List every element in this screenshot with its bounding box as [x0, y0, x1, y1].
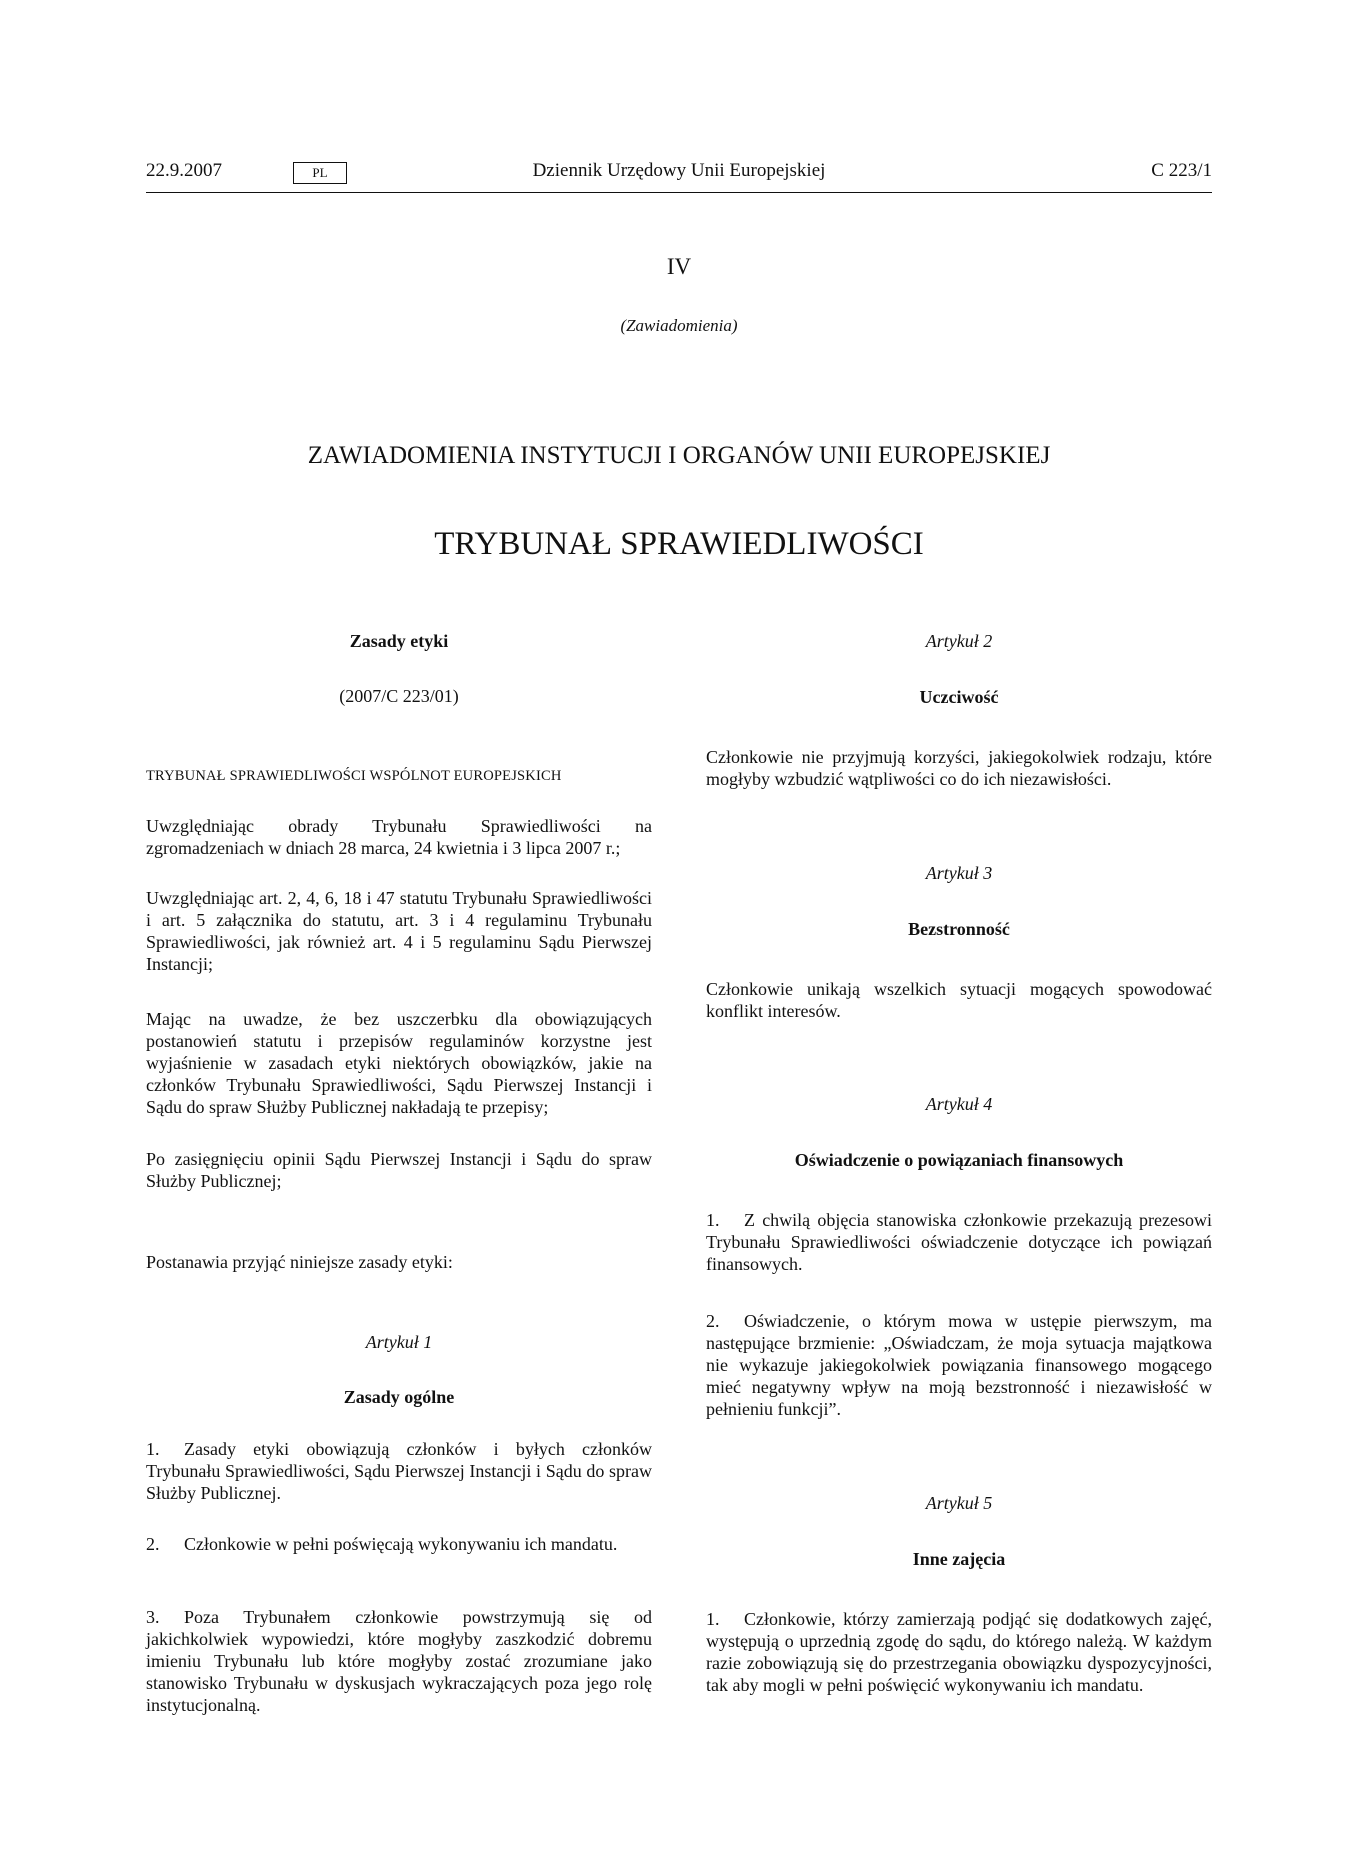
recital-4: Po zasięgnięciu opinii Sądu Pierwszej Instancji i Sądu do spraw Służby Publicznej; [146, 1149, 652, 1191]
paragraph-text: Oświadczenie, o którym mowa w ustępie pierwszym, ma następujące brzmienie: „Oświadczam, że moja sytuacja majątkowa nie wykazuje jakiegokolwiek powiązania finansowego mogącego mieć negatywny wpływ na moją bezstronność i niezawisłość w pełnieniu funkcji”. [706, 1311, 1212, 1419]
article-2-text: Członkowie nie przyjmują korzyści, jakiegokolwiek rodzaju, które mogłyby wzbudzić wątpliwości co do ich niezawisłości. [706, 747, 1212, 789]
article-2-title: Uczciwość [919, 687, 999, 707]
part-number: IV [666, 254, 692, 279]
publication-date: 22.9.2007 [146, 160, 222, 181]
document-title: Zasady etyki [349, 631, 449, 651]
article-3-title: Bezstronność [908, 919, 1010, 939]
article-5-label: Artykuł 5 [925, 1493, 993, 1513]
paragraph-text: Członkowie w pełni poświęcają wykonywaniu ich mandatu. [184, 1534, 618, 1554]
paragraph-text: Zasady etyki obowiązują członków i byłych członków Trybunału Sprawiedliwości, Sądu Pierwszej Instancji i Sądu do spraw Służby Publicznej. [146, 1439, 652, 1503]
article-2-label: Artykuł 2 [925, 631, 993, 651]
article-3-label: Artykuł 3 [925, 863, 993, 883]
document-reference: (2007/C 223/01) [339, 686, 459, 706]
right-column [706, 0, 1212, 1872]
paragraph-text: Poza Trybunałem członkowie powstrzymują się od jakichkolwiek wypowiedzi, które mogłyby zaszkodzić dobremu imieniu Trybunału lub które mogłyby zostać zrozumiane jako stanowisko Trybunału w dyskusjach wykraczających poza jego rolę instytucjonalną. [146, 1607, 652, 1715]
left-column [146, 0, 652, 1872]
article-1-title: Zasady ogólne [343, 1387, 455, 1407]
court-heading: TRYBUNAŁ SPRAWIEDLIWOŚCI [434, 526, 924, 562]
page-reference: C 223/1 [1151, 160, 1212, 181]
main-heading: ZAWIADOMIENIA INSTYTUCJI I ORGANÓW UNII EUROPEJSKIEJ [307, 442, 1051, 469]
paragraph-number: 1. [706, 1210, 720, 1230]
article-5-paragraph-1 [706, 1608, 1212, 1696]
paragraph-number: 2. [146, 1534, 160, 1554]
article-1-paragraph-2 [146, 1533, 652, 1555]
paragraph-text: Członkowie, którzy zamierzają podjąć się dodatkowych zajęć, występują o uprzednią zgodę do sądu, do którego należą. W każdym razie zobowiązują się do przestrzegania obowiązku dyspozycyjności, tak aby mogli w pełni poświęcić wykonywaniu ich mandatu. [706, 1609, 1212, 1695]
recital-3: Mając na uwadze, że bez uszczerbku dla obowiązujących postanowień statutu i przepisów regulaminów korzystne jest wyjaśnienie w zasadach etyki niektórych obowiązków, jakie na członków Trybunału Sprawiedliwości, Sądu Pierwszej Instancji i Sądu do spraw Służby Publicznej nakładają te przepisy; [146, 1009, 652, 1117]
article-1-label: Artykuł 1 [365, 1332, 433, 1352]
article-4-paragraph-1 [706, 1209, 1212, 1275]
journal-title: Dziennik Urzędowy Unii Europejskiej [532, 160, 826, 181]
language-badge: PL [293, 162, 347, 184]
issuing-institution: TRYBUNAŁ SPRAWIEDLIWOŚCI WSPÓLNOT EUROPEJSKICH [146, 768, 562, 784]
article-4-paragraph-2 [706, 1310, 1212, 1420]
recital-2: Uwzględniając art. 2, 4, 6, 18 i 47 statutu Trybunału Sprawiedliwości i art. 5 załącznika do statutu, art. 3 i 4 regulaminu Trybunału Sprawiedliwości, jak również art. 4 i 5 regulaminu Sądu Pierwszej Instancji; [146, 888, 652, 974]
paragraph-number: 1. [706, 1609, 720, 1629]
article-1-paragraph-3 [146, 1606, 652, 1716]
paragraph-number: 1. [146, 1439, 160, 1459]
paragraph-number: 2. [706, 1311, 720, 1331]
decision-text: Postanawia przyjąć niniejsze zasady etyki: [146, 1252, 453, 1272]
article-4-title: Oświadczenie o powiązaniach finansowych [794, 1150, 1124, 1170]
recital-1: Uwzględniając obrady Trybunału Sprawiedliwości na zgromadzeniach w dniach 28 marca, 24 kwietnia i 3 lipca 2007 r.; [146, 816, 652, 858]
paragraph-number: 3. [146, 1607, 160, 1627]
article-5-title: Inne zajęcia [912, 1549, 1006, 1569]
article-1-paragraph-1 [146, 1438, 652, 1504]
article-3-text: Członkowie unikają wszelkich sytuacji mogących spowodować konflikt interesów. [706, 979, 1212, 1021]
paragraph-text: Z chwilą objęcia stanowiska członkowie przekazują prezesowi Trybunału Sprawiedliwości oświadczenie dotyczące ich powiązań finansowych. [706, 1210, 1212, 1274]
part-subtitle: (Zawiadomienia) [620, 316, 738, 335]
article-4-label: Artykuł 4 [925, 1094, 993, 1114]
